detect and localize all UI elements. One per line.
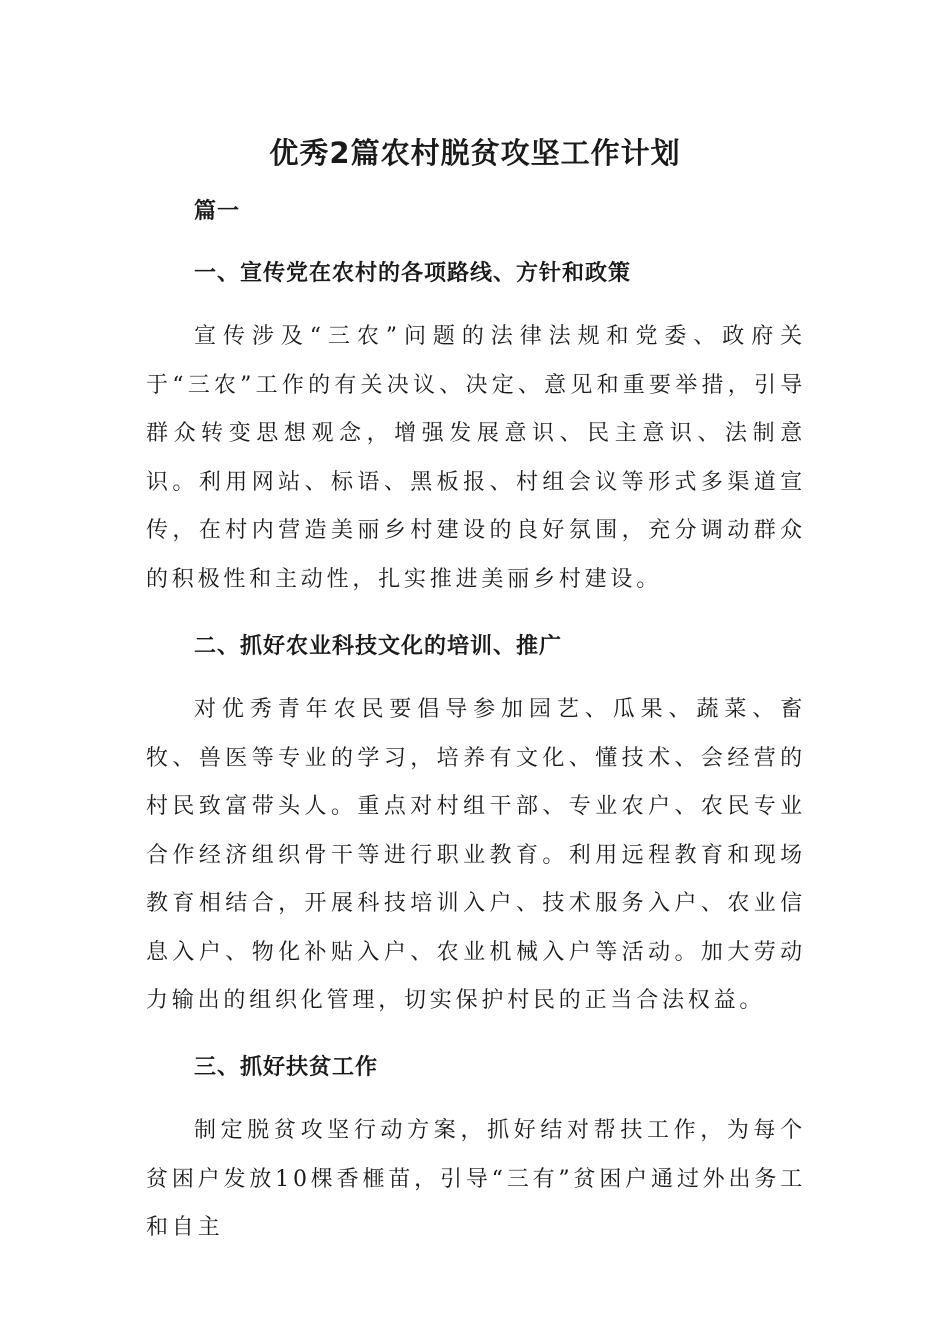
part-label: 篇一 <box>194 199 241 224</box>
section-paragraph-1: 宣传涉及“三农”问题的法律法规和党委、政府关于“三农”工作的有关决议、决定、意见和重要举措，引导群众转变思想观念，增强发展意识、民主意识、法制意识。利用网站、标语、黑板报、村组会议等形式多渠道宣传，在村内营造美丽乡村建设的良好氛围，充分调动群众的积极性和主动性，扎实推进美丽乡村建设。 <box>146 324 806 592</box>
section-paragraph-2: 对优秀青年农民要倡导参加园艺、瓜果、蔬菜、畜牧、兽医等专业的学习，培养有文化、懂技术、会经营的村民致富带头人。重点对村组干部、专业农户、农民专业合作经济组织骨干等进行职业教育。利用远程教育和现场教育相结合，开展科技培训入户、技术服务入户、农业信息入户、物化补贴入户、农业机械入户等活动。加大劳动力输出的组织化管理，切实保护村民的正当合法权益。 <box>146 697 806 1013</box>
document-title: 优秀2篇农村脱贫攻坚工作计划 <box>269 136 681 170</box>
section-heading-1: 一、宣传党在农村的各项路线、方针和政策 <box>194 261 632 286</box>
section-paragraph-3: 制定脱贫攻坚行动方案，抓好结对帮扶工作，为每个贫困户发放10棵香榧苗，引导“三有”贫困户通过外出务工和自主 <box>146 1118 806 1240</box>
section-heading-2: 二、抓好农业科技文化的培训、推广 <box>194 634 563 659</box>
section-heading-3: 三、抓好扶贫工作 <box>194 1055 379 1080</box>
